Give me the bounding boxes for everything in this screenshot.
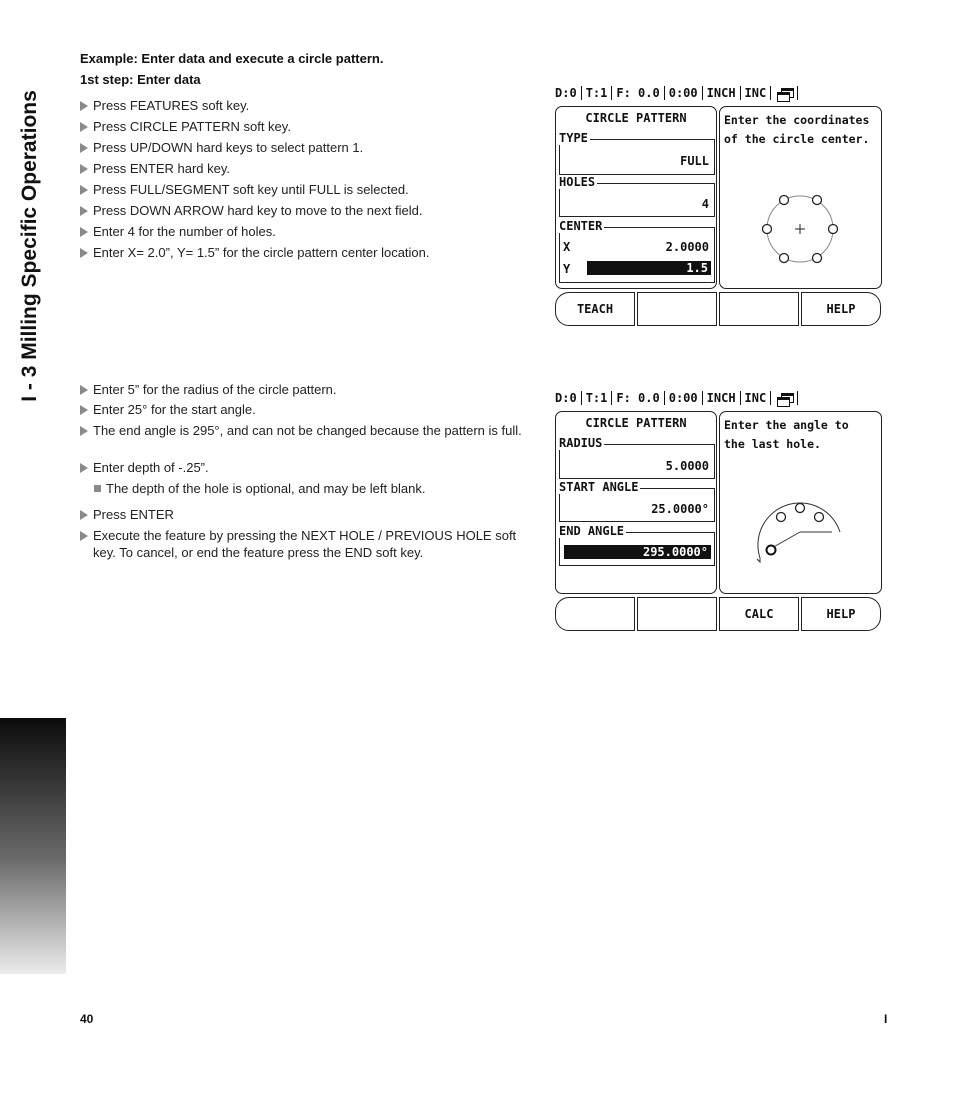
form-title: CIRCLE PATTERN xyxy=(585,416,687,430)
dro-screen-radius xyxy=(555,389,882,625)
step-item: Execute the feature by pressing the NEXT HOLE / PREVIOUS HOLE soft key. To cancel, or end the feature press the END soft key. xyxy=(80,527,525,561)
blank-softkey[interactable] xyxy=(719,292,799,326)
step-item: Press CIRCLE PATTERN soft key. xyxy=(80,118,291,135)
softkey-row xyxy=(555,292,882,326)
form-title: CIRCLE PATTERN xyxy=(585,111,687,125)
bullet-arrow-icon xyxy=(80,510,88,520)
start-angle-field[interactable]: START ANGLE 25.0000° xyxy=(559,488,715,522)
help-softkey[interactable]: HELP xyxy=(801,597,881,631)
bullet-arrow-icon xyxy=(80,405,88,415)
status-bar: D:0 T:1 F: 0.0 0:00 INCH INC xyxy=(555,389,845,407)
step-item: The end angle is 295°, and can not be changed because the pattern is full. xyxy=(80,422,525,439)
end-angle-highlight: 295.0000° xyxy=(564,545,711,559)
window-icon xyxy=(777,393,793,404)
chapter-tab-gradient xyxy=(0,718,66,974)
page-number: 40 xyxy=(80,1012,94,1026)
calc-softkey[interactable]: CALC xyxy=(719,597,799,631)
help-panel xyxy=(719,106,882,289)
note-item: The depth of the hole is optional, and may be left blank. xyxy=(94,481,425,496)
bullet-arrow-icon xyxy=(80,185,88,195)
bullet-arrow-icon xyxy=(80,143,88,153)
bullet-arrow-icon xyxy=(80,122,88,132)
step-item: Press FEATURES soft key. xyxy=(80,97,249,114)
type-field[interactable]: TYPE FULL xyxy=(559,139,715,175)
bullet-arrow-icon xyxy=(80,385,88,395)
step-heading: 1st step: Enter data xyxy=(80,72,201,87)
blank-softkey[interactable] xyxy=(555,597,635,631)
step-item: Enter X= 2.0”, Y= 1.5” for the circle pattern center location. xyxy=(80,244,430,261)
bullet-arrow-icon xyxy=(80,206,88,216)
status-bar: D:0 T:1 F: 0.0 0:00 INCH INC xyxy=(555,84,845,102)
step-item: Enter depth of -.25”. xyxy=(80,459,209,476)
step-item: Enter 4 for the number of holes. xyxy=(80,223,276,240)
y-input-highlight[interactable]: 1.5 xyxy=(587,261,711,275)
dro-screen-center xyxy=(555,84,882,320)
help-panel xyxy=(719,411,882,594)
square-bullet-icon xyxy=(94,485,101,492)
help-text: Enter the angle to the last hole. xyxy=(724,418,849,451)
form-panel xyxy=(555,106,717,289)
softkey-row xyxy=(555,597,882,631)
center-field[interactable]: CENTER X 2.0000 Y 1.5 xyxy=(559,227,715,283)
holes-field[interactable]: HOLES 4 xyxy=(559,183,715,217)
form-panel xyxy=(555,411,717,594)
blank-softkey[interactable] xyxy=(637,292,717,326)
bullet-arrow-icon xyxy=(80,463,88,473)
step-item: Press ENTER hard key. xyxy=(80,160,230,177)
example-heading: Example: Enter data and execute a circle pattern. xyxy=(80,51,384,66)
window-icon xyxy=(777,88,793,99)
help-softkey[interactable]: HELP xyxy=(801,292,881,326)
step-item: Enter 25° for the start angle. xyxy=(80,401,256,418)
bullet-arrow-icon xyxy=(80,531,88,541)
radius-field[interactable]: RADIUS 5.0000 xyxy=(559,444,715,479)
bullet-arrow-icon xyxy=(80,426,88,436)
chapter-marker: I xyxy=(884,1012,888,1026)
angle-pattern-diagram xyxy=(720,412,881,593)
end-angle-field[interactable]: END ANGLE 295.0000° xyxy=(559,532,715,566)
bullet-arrow-icon xyxy=(80,164,88,174)
teach-softkey[interactable]: TEACH xyxy=(555,292,635,326)
step-item: Press ENTER xyxy=(80,506,174,523)
help-text: Enter the coordinates of the circle center. xyxy=(724,113,870,146)
step-item: Enter 5” for the radius of the circle pattern. xyxy=(80,381,337,398)
bullet-arrow-icon xyxy=(80,101,88,111)
bullet-arrow-icon xyxy=(80,248,88,258)
blank-softkey[interactable] xyxy=(637,597,717,631)
bullet-arrow-icon xyxy=(80,227,88,237)
step-item: Press DOWN ARROW hard key to move to the next field. xyxy=(80,202,422,219)
step-item: Press UP/DOWN hard keys to select pattern 1. xyxy=(80,139,363,156)
chapter-title: I - 3 Milling Specific Operations xyxy=(18,90,41,402)
circle-pattern-diagram xyxy=(720,107,881,288)
step-item: Press FULL/SEGMENT soft key until FULL is selected. xyxy=(80,181,409,198)
